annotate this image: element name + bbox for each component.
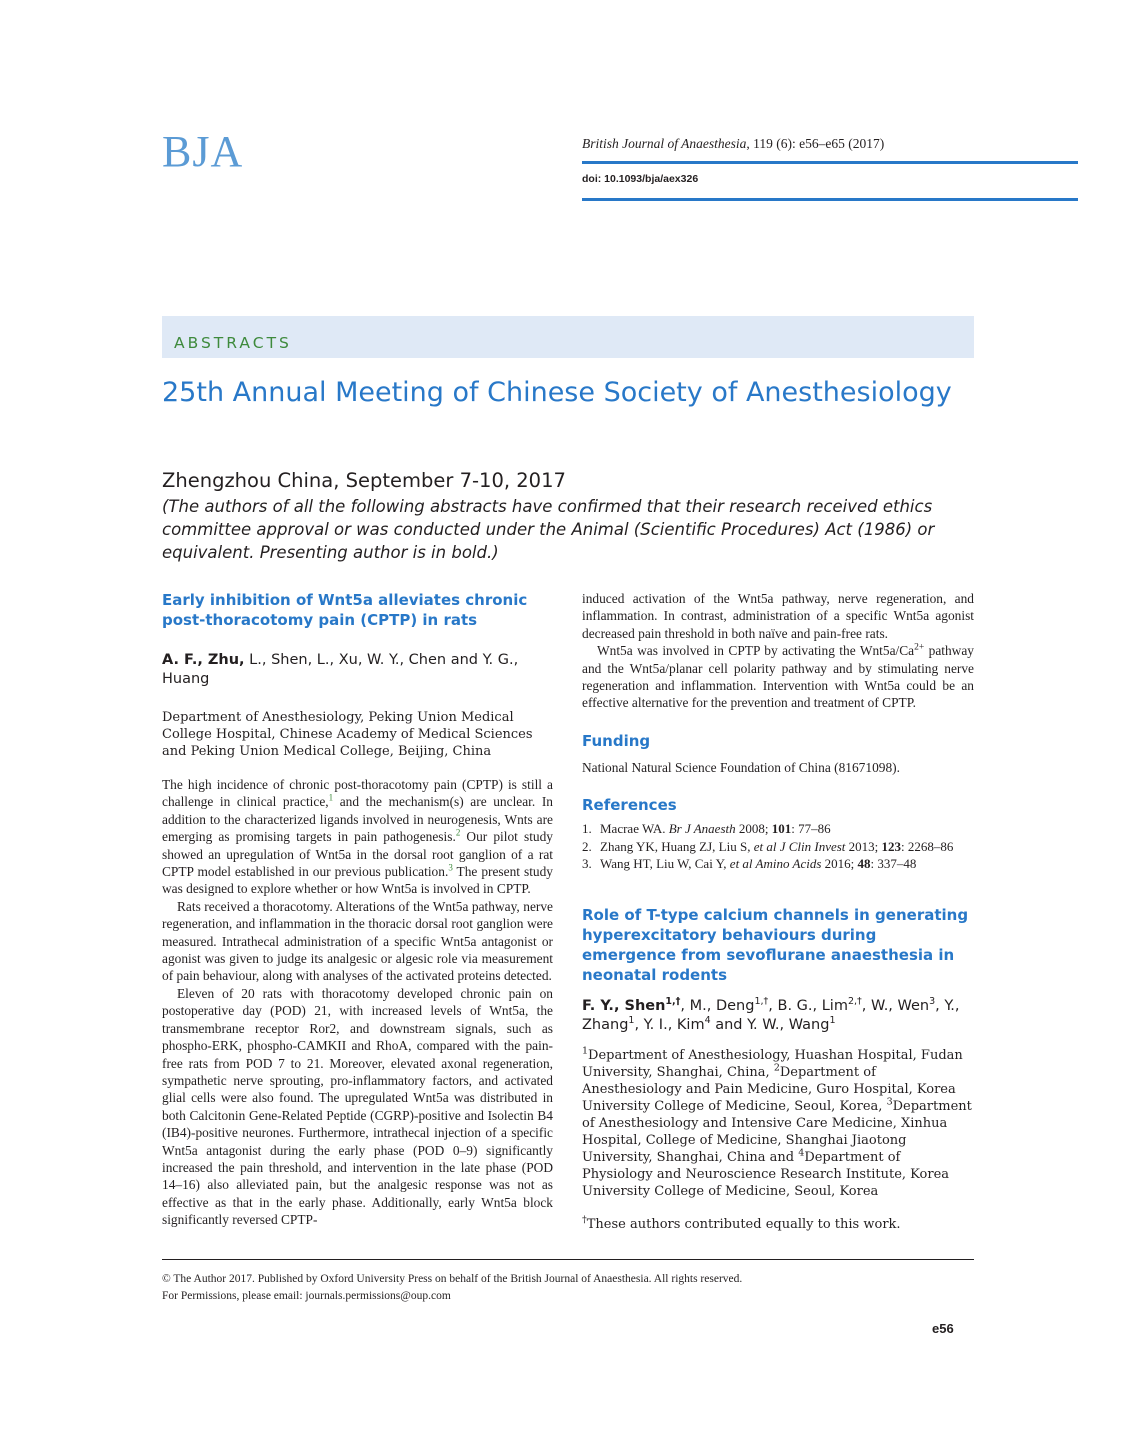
journal-volume: , 119 (6): e56–e65 (2017) xyxy=(746,136,885,151)
journal-citation xyxy=(582,136,884,152)
presenting-author: A. F., Zhu, xyxy=(162,652,245,668)
abstract2-title: Role of T-type calcium channels in generating hyperexcitatory behaviours during emergence from sevoflurane anaesthesia in neonatal rodents xyxy=(582,906,969,985)
meeting-info: Zhengzhou China, September 7-10, 2017 xyxy=(162,469,566,492)
right-column xyxy=(582,590,974,1233)
funding-text: National Natural Science Foundation of China (81671098). xyxy=(582,759,900,775)
permissions-line: For Permissions, please email: journals.permissions@oup.com xyxy=(162,1289,451,1302)
journal-name: British Journal of Anaesthesia xyxy=(582,136,747,151)
abstract2-authors: F. Y., Shen$^{1,\dagger}$, M., Deng$^{1,\dagger}$, B. G., Lim$^{2,\dagger}$, W., Wen$^3$, Y., Zhang$^1$, Y. I., Kim$^4$ and Y. W., Wang$^1$ xyxy=(582,996,960,1034)
section-label: ABSTRACTS xyxy=(174,334,292,352)
abstract1-title: Early inhibition of Wnt5a alleviates chronic post-thoracotomy pain (CPTP) in rats xyxy=(162,591,528,629)
abstract2-affiliations: $^1$Department of Anesthesiology, Huashan Hospital, Fudan University, Shanghai, China, $^2$Department of Anesthesiology and Pain Medicine, Guro Hospital, Korea University College of Medicine, Seoul, Korea, $^3$Department of Anesthesiology and Intensive Care Medicine, Xinhua Hospital, College of Medicine, Shanghai Jiaotong University, Shanghai, China and $^4$Department of Physiology and Neuroscience Research Institute, Korea University College of Medicine, Seoul, Korea xyxy=(582,1046,972,1200)
abstract1-affiliation: Department of Anesthesiology, Peking Union Medical College Hospital, Chinese Academy of Medical Sciences and Peking Union Medical College, Beijing, China xyxy=(162,710,533,759)
abstract1-paragraph-2: Rats received a thoracotomy. Alterations of the Wnt5a pathway, nerve regeneration, and inflammation in the thoracic dorsal root ganglion were measured. Intrathecal administration of a specific Wnt5a antagonist or agonist was given to judge its analgesic or algesic role via measurement of pain behaviour, along with analyses of the activated proteins detected. xyxy=(162,898,553,984)
abstract1-paragraph-4: Wnt5a was involved in CPTP by activating the $Wnt5a/Ca^{2+}$ pathway and the Wnt5a/planar cell polarity pathway and by stimulating nerve regeneration and inflammation. Intervention with Wnt5a could be an effective alternative for the prevention and treatment of CPTP. xyxy=(582,642,974,711)
reference-list xyxy=(582,820,974,872)
ethics-note: (The authors of all the following abstracts have confirmed that their research received ethics committee approval or was conducted under the Animal (Scientific Procedures) Act (1986) or equivalent. Presenting author is in bold.) xyxy=(162,497,935,562)
header-rule-top xyxy=(582,161,1078,164)
abstract1-paragraph-3: Eleven of 20 rats with thoracotomy developed chronic pain on postoperative day (POD) 21, with increased levels of Wnt5a, the transmembrane receptor Ror2, and downstream signals, such as phospho-ERK, phospho-CAMKII and RhoA, compared with the pain-free rats from POD 7 to 21. Moreover, elevated axonal regeneration, sympathetic nerve sprouting, pro-inflammatory factors, and activated glial cells were also found. The upregulated Wnt5a was distributed in both Calcitonin Gene-Related Peptide (CGRP)-positive and Isolectin B4 (IB4)-positive neurones. Furthermore, intrathecal injection of a specific Wnt5a antagonist during the early phase (POD 0–9) significantly increased the pain threshold, and intervention in the late phase (POD 14–16) also alleviated pain, but the analgesic response was not as effective as that in the early phase. Additionally, early Wnt5a block significantly reversed CPTP- xyxy=(162,985,553,1228)
abstract1-paragraph-3-continued: induced activation of the Wnt5a pathway, nerve regeneration, and inflammation. In contrast, administration of a specific Wnt5a agonist decreased pain threshold in both naïve and pain-free rats. xyxy=(582,591,974,641)
equal-contribution-note: †These authors contributed equally to this work. xyxy=(582,1215,901,1233)
reference-item: 1. Macrae WA. Br J Anaesth 2008; 101: 77–86 xyxy=(582,821,831,837)
references-heading: References xyxy=(582,796,677,815)
copyright-footer xyxy=(162,1271,742,1304)
citation-link-1[interactable]: 1 xyxy=(328,792,334,803)
reference-item: 3. Wang HT, Liu W, Cai Y, et al Amino Acids 2016; 48: 337–48 xyxy=(582,856,917,872)
left-column xyxy=(162,590,553,1229)
citation-link-2[interactable]: 2 xyxy=(455,827,461,838)
header-rule-bottom xyxy=(582,198,1078,201)
page-number: e56 xyxy=(932,1321,954,1336)
presenting-author: F. Y., Shen xyxy=(582,998,666,1015)
citation-link-3[interactable]: 3 xyxy=(448,862,453,873)
abstract1-authors xyxy=(162,651,553,689)
page-title: 25th Annual Meeting of Chinese Society of Anesthesiology xyxy=(162,377,952,408)
funding-heading: Funding xyxy=(582,731,651,750)
journal-logo: BJA xyxy=(162,127,244,176)
footer-rule xyxy=(162,1259,974,1260)
abstract1-paragraph-1: The high incidence of chronic post-thoracotomy pain (CPTP) is still a challenge in clinical practice,$^1$ and the mechanism(s) are unclear. In addition to the characterized ligands involved in neurogenesis, Wnts are emerging as promising targets in pain pathogenesis.$^2$ Our pilot study showed an upregulation of Wnt5a in the dorsal root ganglion of a rat CPTP model established in our previous publication.$^3$ The present study was designed to explore whether or how Wnt5a is involved in CPTP. xyxy=(162,777,553,897)
reference-item: 2. Zhang YK, Huang ZJ, Liu S, et al J Clin Invest 2013; 123: 2268–86 xyxy=(582,838,954,854)
other-authors: L., Shen, L., Xu, W. Y., Chen and Y. G., Huang xyxy=(162,652,519,687)
calcium-superscript: 2+ xyxy=(914,642,925,653)
doi-link[interactable]: doi: 10.1093/bja/aex326 xyxy=(582,173,699,185)
copyright-line: © The Author 2017. Published by Oxford University Press on behalf of the British Journal of Anaesthesia. All rights reserved. xyxy=(162,1273,743,1285)
